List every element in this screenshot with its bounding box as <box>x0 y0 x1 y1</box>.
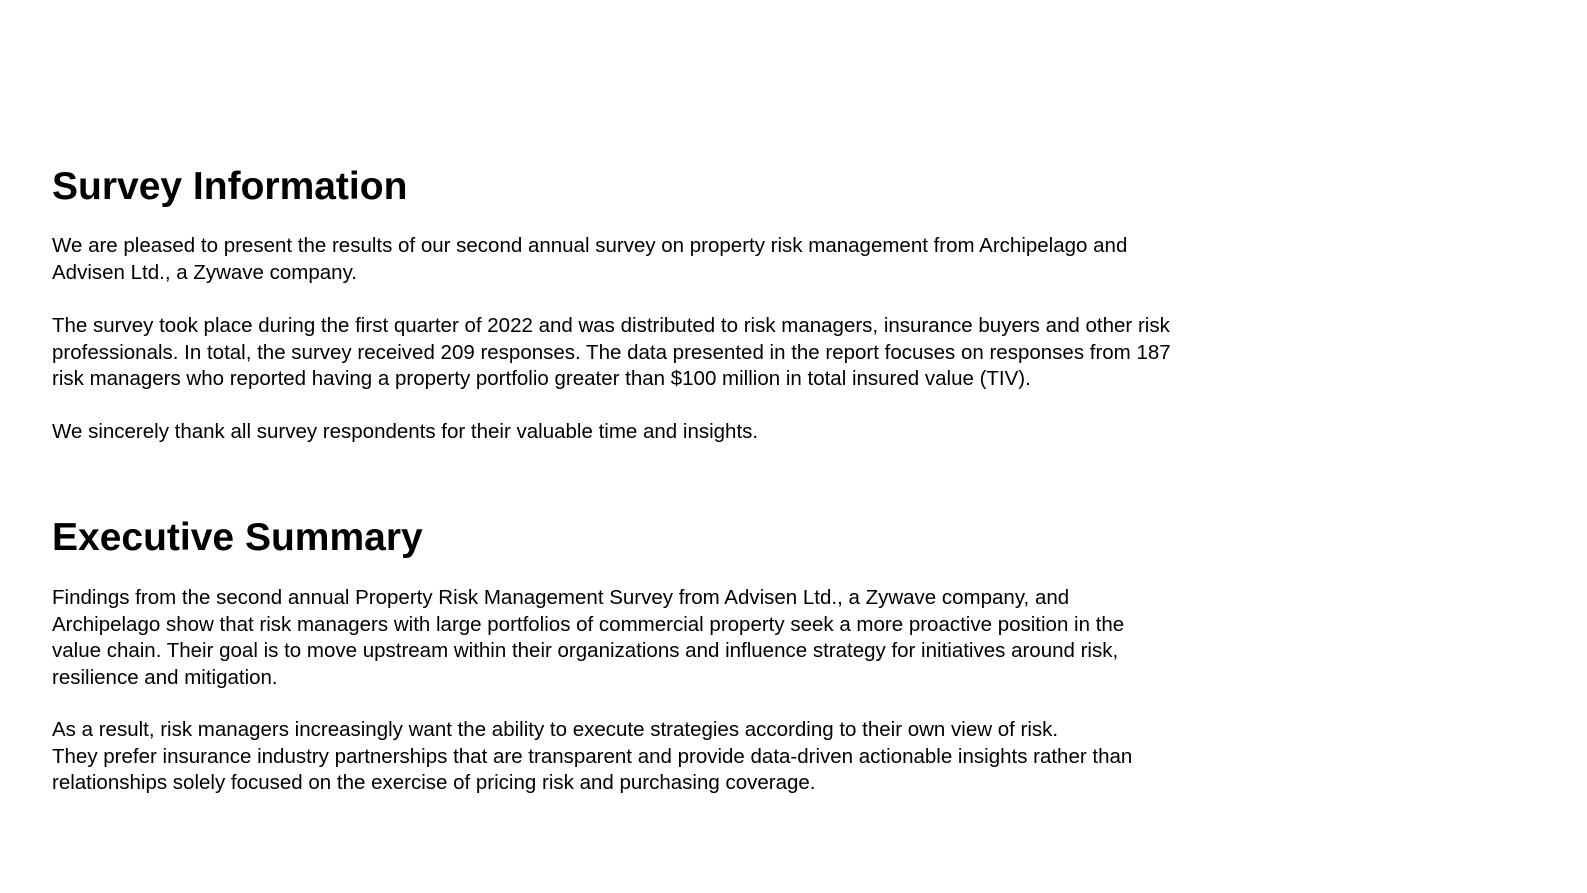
paragraph-line: Findings from the second annual Property Risk Management Survey from Advisen Ltd., a Zywave company, and <box>52 586 1070 609</box>
paragraph-line: value chain. Their goal is to move upstream within their organizations and influence strategy for initiatives around risk, <box>52 639 1119 662</box>
paragraph-line: As a result, risk managers increasingly want the ability to execute strategies according to their own view of risk. <box>52 718 1059 741</box>
summary-result-paragraph <box>52 717 1252 797</box>
paragraph-line: resilience and mitigation. <box>52 665 278 689</box>
paragraph-line: Advisen Ltd., a Zywave company. <box>52 260 357 284</box>
survey-details-paragraph <box>52 313 1252 393</box>
paragraph-line: risk managers who reported having a property portfolio greater than $100 million in total insured value (TIV). <box>52 367 1031 390</box>
paragraph-line: professionals. In total, the survey received 209 responses. The data presented in the report focuses on responses from 187 <box>52 340 1171 364</box>
paragraph-line: Archipelago show that risk managers with large portfolios of commercial property seek a more proactive position in the <box>52 612 1125 636</box>
paragraph-line: They prefer insurance industry partnerships that are transparent and provide data-driven actionable insights rather than <box>52 744 1133 768</box>
survey-information-heading: Survey Information <box>52 165 408 208</box>
paragraph-line: relationships solely focused on the exercise of pricing risk and purchasing coverage. <box>52 771 816 794</box>
survey-intro-paragraph <box>52 233 1252 286</box>
summary-findings-paragraph <box>52 585 1252 691</box>
executive-summary-heading: Executive Summary <box>52 516 423 559</box>
paragraph-line: We sincerely thank all survey respondents for their valuable time and insights. <box>52 420 759 443</box>
paragraph-line: The survey took place during the first quarter of 2022 and was distributed to risk managers, insurance buyers and other risk <box>52 314 1170 337</box>
survey-thanks-paragraph <box>52 419 1252 446</box>
paragraph-line: We are pleased to present the results of our second annual survey on property risk management from Archipelago and <box>52 234 1128 257</box>
